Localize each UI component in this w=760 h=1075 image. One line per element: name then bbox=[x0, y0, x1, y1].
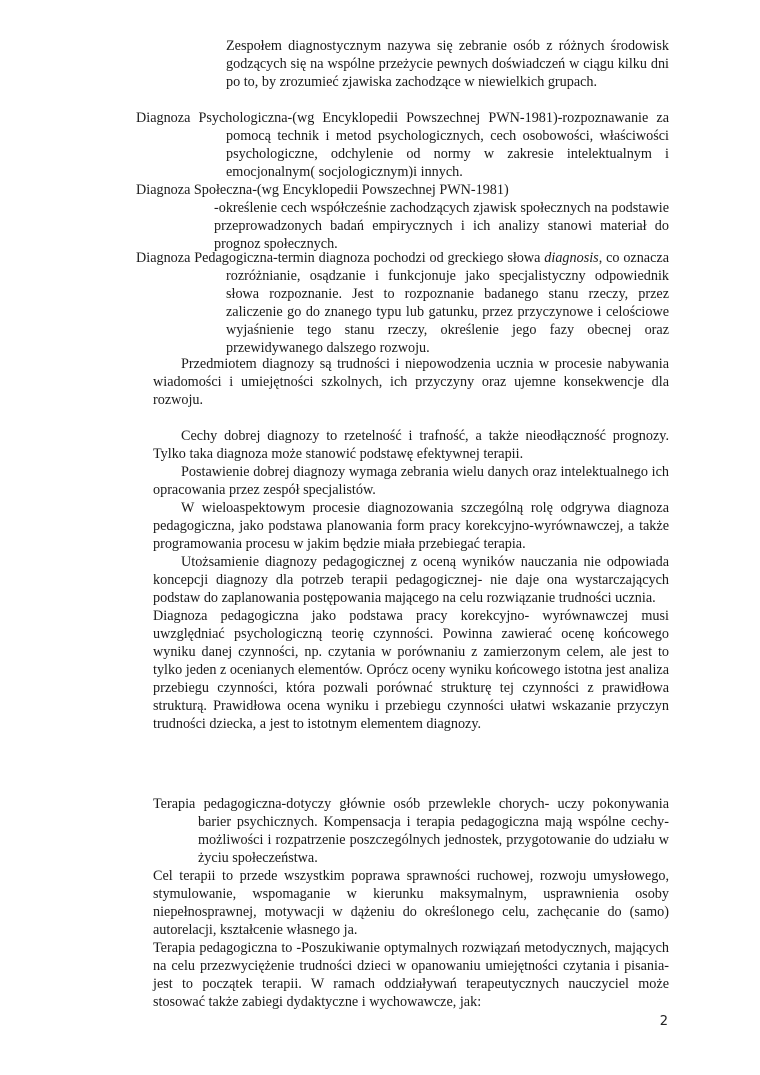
paragraph-social-diagnosis bbox=[136, 181, 669, 199]
text-run: , co oznacza rozróżnianie, osądzanie i funkcjonuje jako specjalistyczny odpowiednik słowa rozpoznanie. Jest to rozpoznanie badanego stanu rzeczy, przez zaliczenie go do znanego typu lub gatunku, przez przyczynowe i celościowe wyjaśnienie tego stanu rzeczy, określenie jego fazy obecnej oraz przewidywanego dalszego rozwoju. bbox=[226, 250, 669, 356]
paragraph-psychological-diagnosis bbox=[136, 109, 669, 181]
paragraph-heading: Diagnoza Społeczna-(wg Encyklopedii Powszechnej PWN-1981) bbox=[136, 182, 509, 198]
paragraph-text: Terapia pedagogiczna-dotyczy głównie osób przewlekle chorych- uczy pokonywania barier psychicznych. Kompensacja i terapia pedagogiczna mają wspólne cechy- możliwości i rozpatrzenie poszczególnych jednostek, przygotowanie do udziału w życiu społeczeństwa. bbox=[153, 796, 669, 866]
paragraph-text bbox=[136, 249, 669, 357]
emphasis-term: diagnosis bbox=[544, 250, 599, 266]
paragraph-text: Cechy dobrej diagnozy to rzetelność i trafność, a także nieodłączność prognozy. Tylko taka diagnoza może stanowić podstawę efektywnej terapii. bbox=[153, 428, 669, 462]
paragraph-text: Diagnoza Psychologiczna-(wg Encyklopedii Powszechnej PWN-1981)-rozpoznawanie za pomocą technik i metod psychologicznych, cech osobowości, właściwości psychologiczne, odchylenie od normy w zakresie intelektualnym i emocjonalnym( socjologicznym)i innych. bbox=[136, 110, 669, 180]
text-run: Diagnoza Pedagogiczna-termin diagnoza pochodzi od greckiego słowa bbox=[136, 250, 545, 266]
paragraph-text: Zespołem diagnostycznym nazywa się zebranie osób z różnych środowisk godzących się na wspólne przeżycie pewnych doświadczeń w ciągu kilku dni po to, by zrozumieć zjawiska zachodzące w niewielkich grupach. bbox=[226, 38, 669, 90]
paragraph-text: Diagnoza pedagogiczna jako podstawa pracy korekcyjno- wyrównawczej musi uwzględniać psychologiczną teorię czynności. Powinna zawierać ocenę końcowego wyniku danej czynności, np. czytania w porównaniu z zamierzonym celem, ale jest to tylko jeden z ocenianych elementów. Oprócz oceny wyniku końcowego istotna jest analiza przebiegu czynności, która pozwali porównać strukturę tej czynności z prawidłowa strukturą. Prawidłowa ocena wyniku i przebiegu czynności ułatwi wskazanie przyczyn trudności dziecka, a jest to istotnym elementem diagnozy. bbox=[153, 608, 669, 732]
paragraph-good-diagnosis bbox=[153, 427, 669, 733]
paragraph-text: Przedmiotem diagnozy są trudności i niepowodzenia ucznia w procesie nabywania wiadomości i umiejętności szkolnych, ich przyczyny oraz ujemne konsekwencje dla rozwoju. bbox=[153, 356, 669, 408]
paragraph-text: W wieloaspektowym procesie diagnozowania szczególną rolę odgrywa diagnoza pedagogiczna, jako podstawa planowania form pracy korekcyjno-wyrównawczej, a także programowania procesu w jakim będzie miała przebiegać terapia. bbox=[153, 500, 669, 552]
paragraph-pedagogical-therapy bbox=[153, 795, 669, 1011]
paragraph-text: Terapia pedagogiczna to -Poszukiwanie optymalnych rozwiązań metodycznych, mających na celu przezwyciężenie trudności dzieci w opanowaniu umiejętności czytania i pisania-jest to początek terapii. W ramach oddziaływań terapeutycznych nauczyciel może stosować także zabiegi dydaktyczne i wychowawcze, jak: bbox=[153, 940, 669, 1010]
paragraph-text: Postawienie dobrej diagnozy wymaga zebrania wielu danych oraz intelektualnego ich opracowania przez zespół specjalistów. bbox=[153, 464, 669, 498]
paragraph-social-diagnosis-body bbox=[214, 199, 669, 253]
paragraph-diagnostic-team bbox=[226, 37, 669, 91]
page-number: 2 bbox=[659, 1014, 668, 1029]
paragraph-subject-of-diagnosis bbox=[153, 355, 669, 409]
paragraph-text: Utożsamienie diagnozy pedagogicznej z oceną wyników nauczania nie odpowiada koncepcji diagnozy dla potrzeb terapii pedagogicznej- nie daje ona wystarczających podstaw do zaplanowania postępowania mającego na celu rozwiązanie trudności ucznia. bbox=[153, 554, 669, 606]
paragraph-text: Cel terapii to przede wszystkim poprawa sprawności ruchowej, rozwoju umysłowego, stymulowanie, wspomaganie w kierunku maksymalnym, usprawnienia osoby niepełnosprawnej, motywacji w dążeniu do określonego celu, zachęcanie do (samo) autorelacji, kształcenie własnego ja. bbox=[153, 868, 669, 938]
paragraph-text: -określenie cech współcześnie zachodzących zjawisk społecznych na podstawie przeprowadzonych badań empirycznych i ich analizy stanowi materiał do prognoz społecznych. bbox=[214, 200, 669, 252]
paragraph-pedagogical-diagnosis bbox=[136, 249, 669, 357]
